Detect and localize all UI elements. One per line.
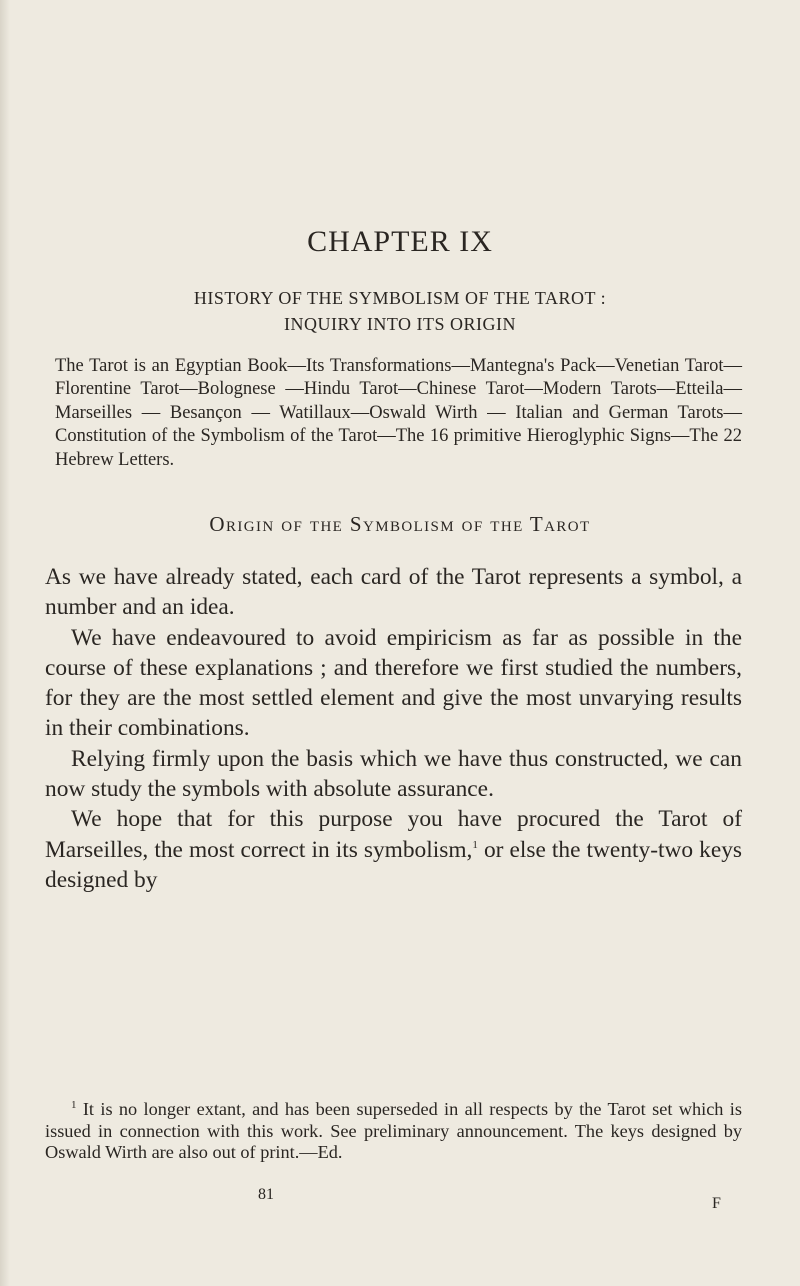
paragraph-1: As we have already stated, each card of the Tarot represents a symbol, a number and an idea. — [45, 564, 742, 621]
footnote-text: It is no longer extant, and has been superseded in all respects by the Tarot set which is issued in connection with this work. See preliminary announcement. The keys designed by Oswald Wirth are also out of print.—Ed. — [45, 1099, 742, 1162]
chapter-heading — [60, 285, 740, 337]
chapter-summary: The Tarot is an Egyptian Book—Its Transformations—Mantegna's Pack—Venetian Tarot—Florentine Tarot—Bolognese —Hindu Tarot—Chinese Tarot—Modern Tarots—Etteila— Marseilles — Besançon — Watillaux—Oswald Wirth — Italian and German Tarots—Constitution of the Symbolism of the Tarot—The 16 primitive Hieroglyphic Signs—The 22 Hebrew Letters. — [55, 356, 742, 470]
chapter-heading-line-2: INQUIRY INTO ITS ORIGIN — [284, 314, 516, 334]
footnote-reference: 1 — [472, 838, 478, 851]
section-heading: Origin of the Symbolism of the Tarot — [209, 512, 591, 536]
paragraph-4-text-start: We hope that for this purpose you have procured the Tarot of Marseilles, the most correct in its symbolism, — [45, 806, 742, 863]
paragraph-2: We have endeavoured to avoid empiricism as far as possible in the course of these explanations ; and therefore we first studied the numbers, for they are the most settled element and give the most unvarying results in their combinations. — [45, 624, 742, 742]
signature-mark: F — [712, 1195, 721, 1212]
chapter-heading-line-1: HISTORY OF THE SYMBOLISM OF THE TAROT : — [193, 288, 607, 308]
paragraph-3: Relying firmly upon the basis which we have thus constructed, we can now study the symbols with absolute assurance. — [45, 745, 742, 803]
paragraph-4 — [45, 804, 742, 895]
page-edge — [0, 0, 10, 1286]
footnote — [45, 1099, 742, 1164]
paragraph-4-text-end: or else the twenty-two keys designed by — [45, 836, 743, 893]
footnote-marker: 1 — [71, 1098, 77, 1111]
chapter-title: CHAPTER IX — [307, 225, 493, 258]
page-number: 81 — [258, 1186, 274, 1203]
body-text — [45, 562, 742, 895]
